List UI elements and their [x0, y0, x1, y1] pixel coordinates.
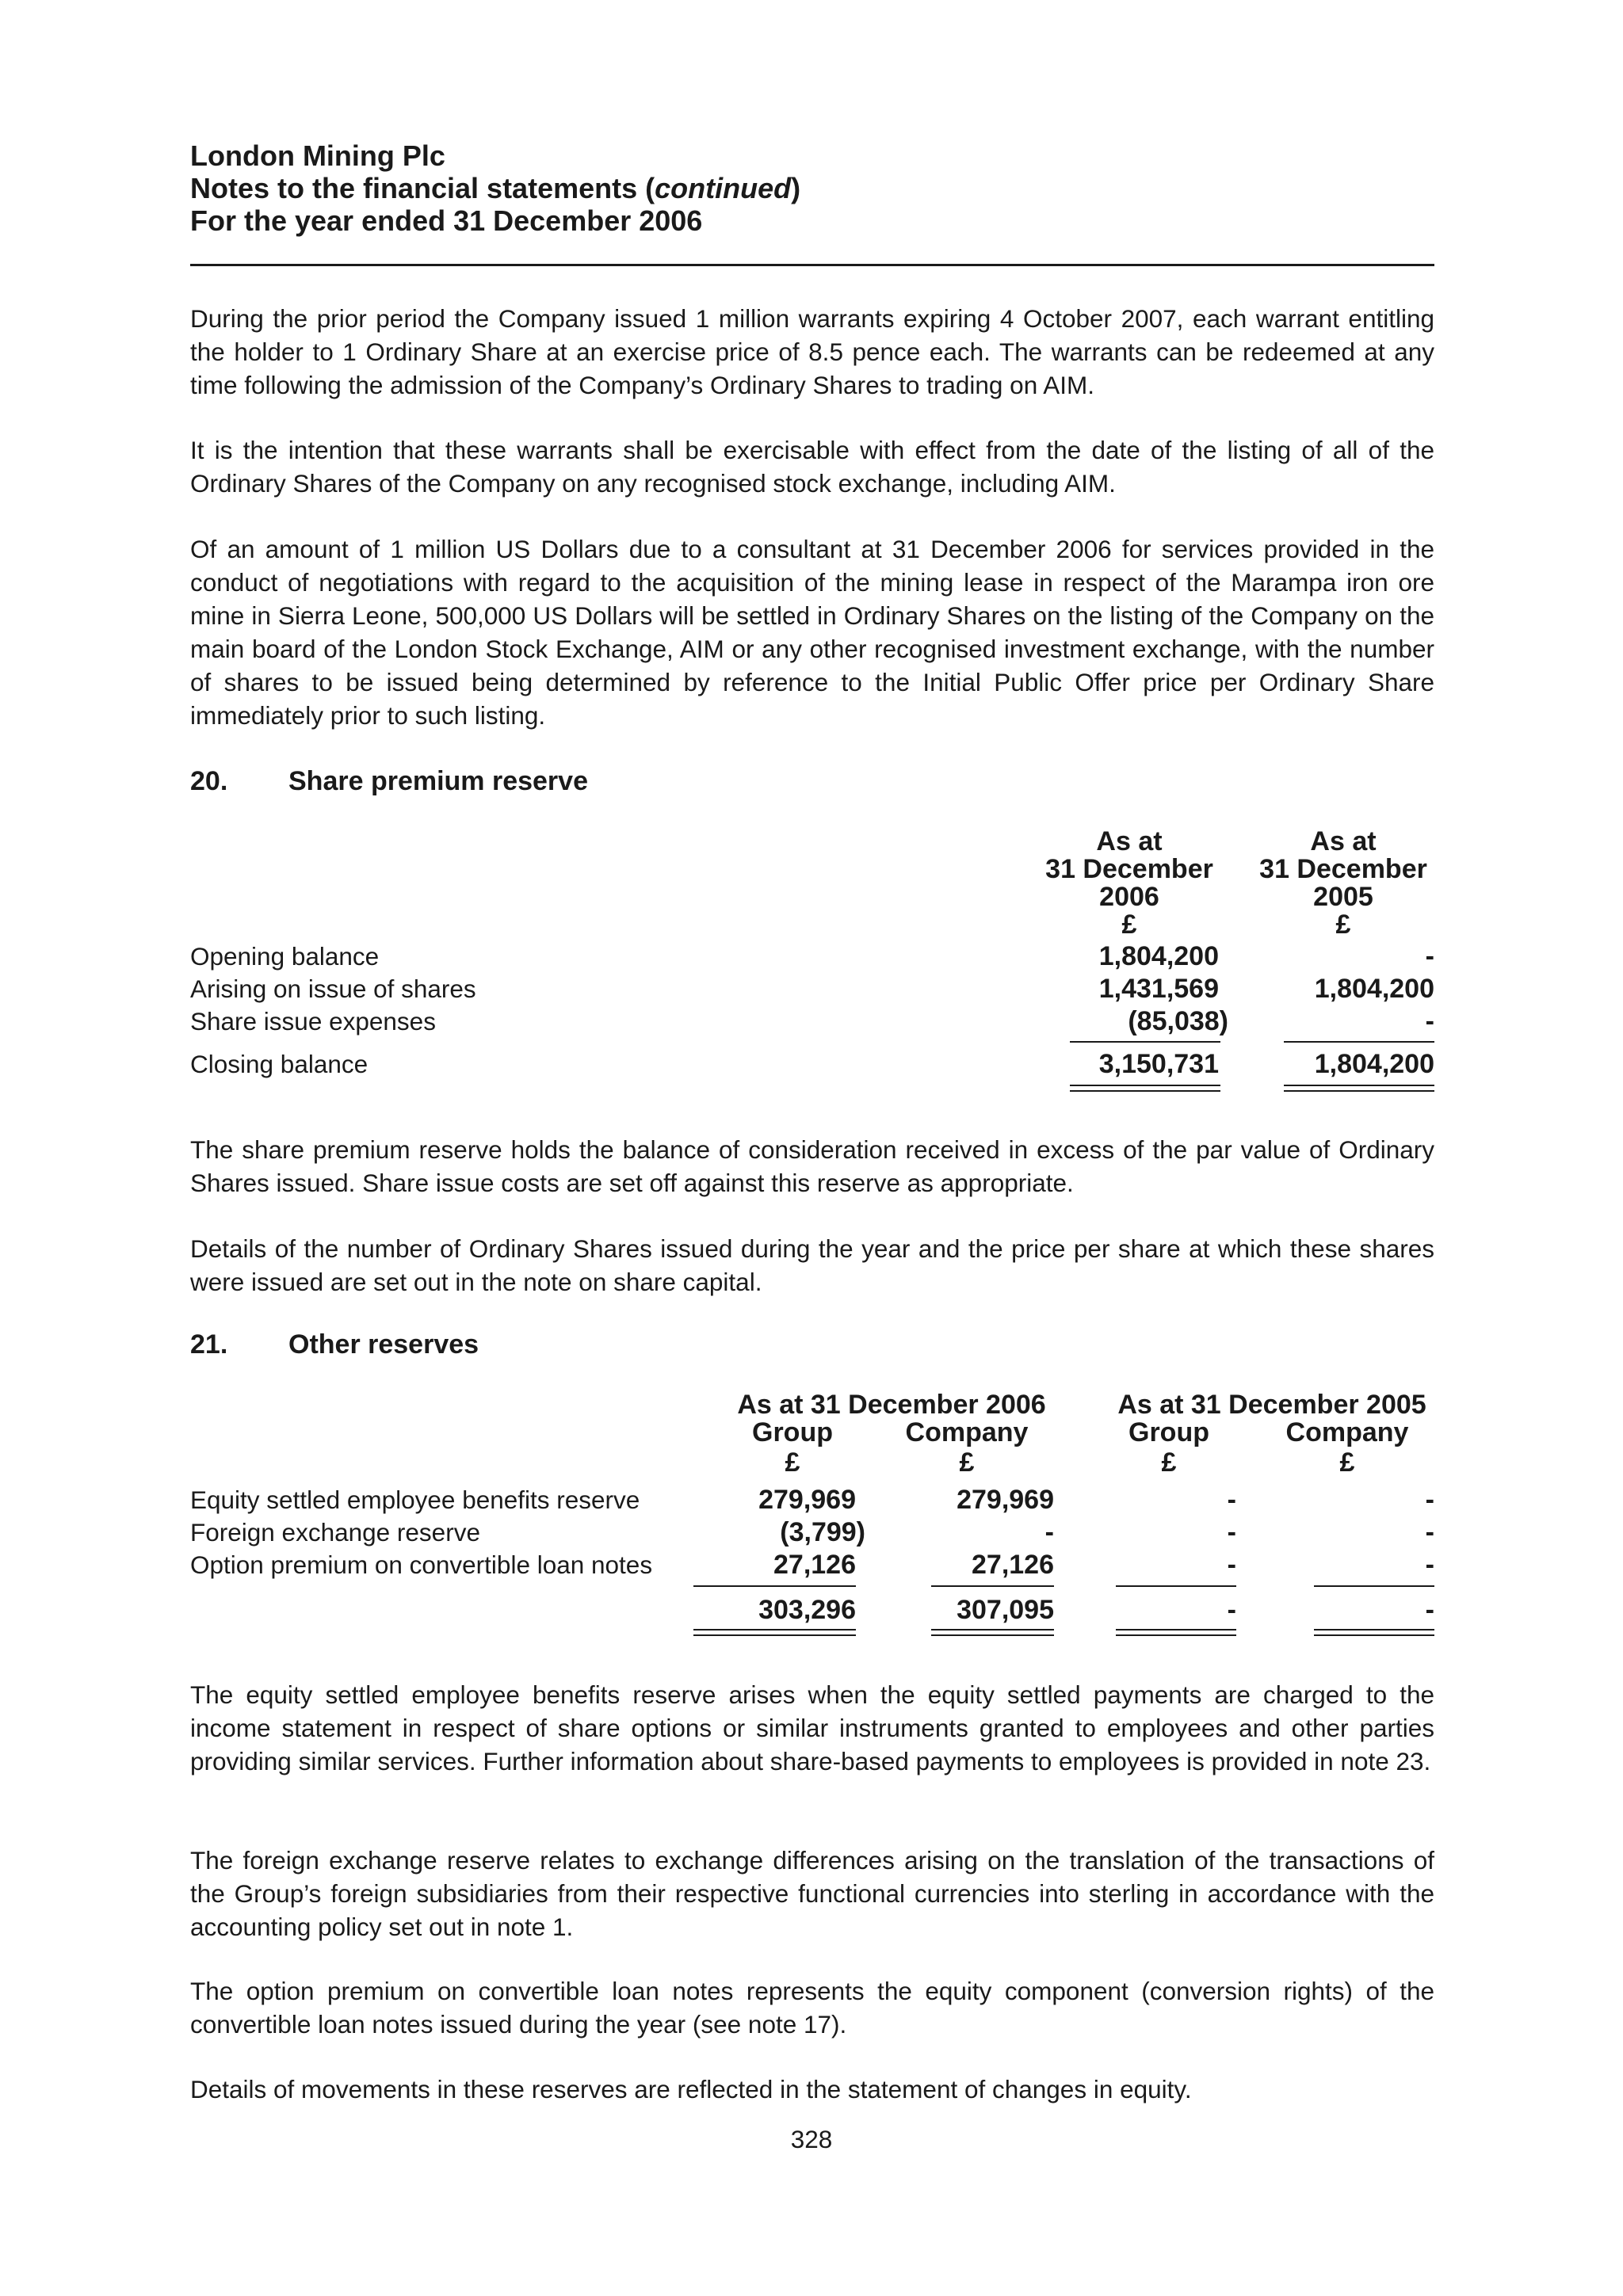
- page-header: [190, 139, 1434, 237]
- row-label: Arising on issue of shares: [190, 974, 476, 1003]
- value-2005: 1,804,200: [1314, 974, 1434, 1004]
- value-2005: -: [1425, 941, 1434, 971]
- value-group-2005: -: [1227, 1517, 1236, 1547]
- total-double-rule-2006: [1070, 1085, 1220, 1086]
- sub-header-company-2005: Company: [1285, 1417, 1409, 1447]
- subtotal-rule-group-2006: [693, 1585, 856, 1587]
- total-group-2005: -: [1227, 1595, 1236, 1625]
- total-double-rule: [1314, 1629, 1434, 1630]
- sub-header-company-2006: Company: [905, 1417, 1029, 1447]
- total-double-rule: [1116, 1629, 1236, 1630]
- row-label: Option premium on convertible loan notes: [190, 1550, 653, 1579]
- company-name: London Mining Plc: [190, 139, 445, 172]
- note-21-title: Other reserves: [288, 1329, 479, 1360]
- total-double-rule: [1116, 1634, 1236, 1636]
- paragraph-foreign-exchange: The foreign exchange reserve relates to exchange differences arising on the translation of the transactions of the Group’s foreign subsidiaries from their respective functional currencies into sterling in accordance with the accounting policy set out in note 1.: [190, 1846, 1434, 1941]
- currency-group-2005: £: [1161, 1447, 1177, 1478]
- group-header-2006: As at 31 December 2006: [737, 1390, 1046, 1420]
- value-2005: -: [1425, 1006, 1434, 1036]
- total-double-rule: [931, 1634, 1054, 1636]
- currency-company-2006: £: [959, 1447, 975, 1478]
- group-header-2005: As at 31 December 2005: [1117, 1390, 1426, 1420]
- subtotal-rule-company-2005: [1314, 1585, 1434, 1587]
- value-2006: 1,804,200: [1098, 941, 1219, 971]
- total-double-rule: [693, 1629, 856, 1630]
- value-company-2006: 27,126: [972, 1550, 1054, 1580]
- note-21-heading: [190, 1329, 479, 1360]
- page-number: 328: [790, 2125, 833, 2153]
- total-2006: 3,150,731: [1098, 1049, 1219, 1079]
- currency-group-2006: £: [785, 1447, 800, 1478]
- value-group-2006: (3,799): [780, 1517, 865, 1547]
- paragraph-warrants: During the prior period the Company issued 1 million warrants expiring 4 October 2007, each warrant entitling the holder to 1 Ordinary Share at an exercise price of 8.5 pence each. The warrants can be redeemed at any time following the admission of the Company’s Ordinary Shares to trading on AIM.: [190, 304, 1434, 399]
- subtotal-rule-2006: [1070, 1041, 1220, 1043]
- total-double-rule-2005: [1284, 1090, 1434, 1092]
- value-group-2005: -: [1227, 1550, 1236, 1580]
- value-group-2006: 279,969: [758, 1485, 856, 1515]
- value-company-2005: -: [1425, 1550, 1434, 1580]
- total-double-rule: [931, 1629, 1054, 1630]
- value-company-2006: 279,969: [957, 1485, 1054, 1515]
- total-company-2006: 307,095: [957, 1595, 1054, 1625]
- sub-header-group-2006: Group: [752, 1417, 833, 1447]
- total-double-rule: [693, 1634, 856, 1636]
- value-2006: (85,038): [1128, 1006, 1228, 1036]
- paragraph-movements: Details of movements in these reserves are reflected in the statement of changes in equity.: [190, 2075, 1192, 2103]
- note-20-heading: [190, 765, 588, 797]
- row-label: Share issue expenses: [190, 1007, 436, 1035]
- column-header-2006: As at 31 December 2006 £: [1045, 826, 1213, 940]
- period-title: For the year ended 31 December 2006: [190, 204, 703, 237]
- value-group-2005: -: [1227, 1485, 1236, 1515]
- note-20-title: Share premium reserve: [288, 766, 588, 796]
- notes-title: Notes to the financial statements (continued): [190, 172, 801, 204]
- total-2005: 1,804,200: [1314, 1049, 1434, 1079]
- value-group-2006: 27,126: [773, 1550, 856, 1580]
- row-label: Equity settled employee benefits reserve: [190, 1486, 640, 1514]
- row-label: Foreign exchange reserve: [190, 1518, 480, 1547]
- value-2006: 1,431,569: [1098, 974, 1219, 1004]
- value-company-2005: -: [1425, 1485, 1434, 1515]
- total-double-rule-2006: [1070, 1090, 1220, 1092]
- sub-header-group-2005: Group: [1128, 1417, 1209, 1447]
- note-20-number: 20.: [190, 766, 228, 796]
- paragraph-share-details: Details of the number of Ordinary Shares issued during the year and the price per share at which these shares were issued are set out in the note on share capital.: [190, 1234, 1434, 1296]
- column-header-2005: As at 31 December 2005 £: [1259, 826, 1427, 940]
- total-group-2006: 303,296: [758, 1595, 856, 1625]
- paragraph-share-premium: The share premium reserve holds the balance of consideration received in excess of the par value of Ordinary Shares issued. Share issue costs are set off against this reserve as appropriate.: [190, 1135, 1434, 1197]
- currency-company-2005: £: [1339, 1447, 1355, 1478]
- paragraph-equity-settled: The equity settled employee benefits reserve arises when the equity settled payments are charged to the income statement in respect of share options or similar instruments granted to employees and other parties providing similar services. Further information about share-based payments to employees is provided in note 23.: [190, 1680, 1434, 1775]
- paragraph-warrants-exercise: It is the intention that these warrants shall be exercisable with effect from the date of the listing of all of the Ordinary Shares of the Company on any recognised stock exchange, including AIM.: [190, 436, 1434, 498]
- value-company-2005: -: [1425, 1517, 1434, 1547]
- note-21-number: 21.: [190, 1329, 228, 1360]
- total-label: Closing balance: [190, 1050, 369, 1078]
- row-label: Opening balance: [190, 942, 380, 971]
- paragraph-option-premium: The option premium on convertible loan notes represents the equity component (conversion rights) of the convertible loan notes issued during the year (see note 17).: [190, 1977, 1434, 2039]
- subtotal-rule-company-2006: [931, 1585, 1054, 1587]
- paragraph-consultant: Of an amount of 1 million US Dollars due to a consultant at 31 December 2006 for services provided in the conduct of negotiations with regard to the acquisition of the mining lease in respect of the Marampa iron ore mine in Sierra Leone, 500,000 US Dollars will be settled in Ordinary Shares on the listing of the Company on the main board of the London Stock Exchange, AIM or any other recognised investment exchange, with the number of shares to be issued being determined by reference to the Initial Public Offer price per Ordinary Share immediately prior to such listing.: [190, 535, 1434, 730]
- subtotal-rule-group-2005: [1116, 1585, 1236, 1587]
- total-company-2005: -: [1425, 1595, 1434, 1625]
- subtotal-rule-2005: [1284, 1041, 1434, 1043]
- header-divider: [190, 264, 1434, 266]
- total-double-rule-2005: [1284, 1085, 1434, 1086]
- total-double-rule: [1314, 1634, 1434, 1636]
- value-company-2006: -: [1044, 1517, 1054, 1547]
